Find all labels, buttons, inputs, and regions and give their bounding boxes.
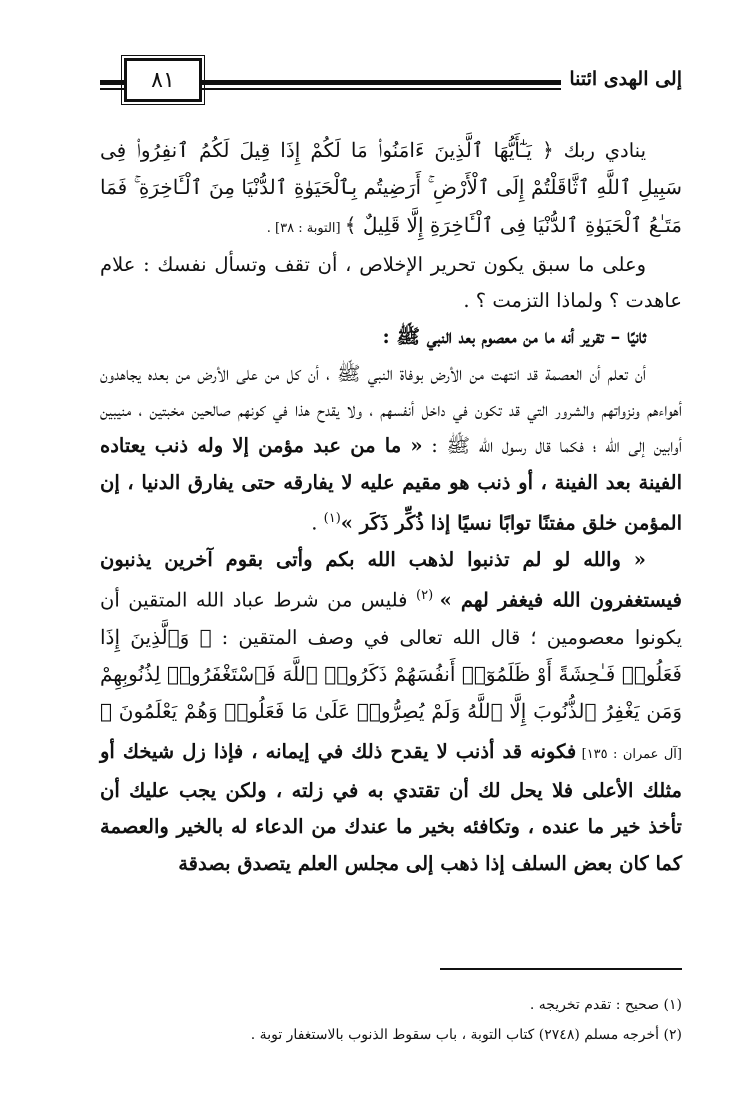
p4-text: فليس من شرط عباد الله المتقين أن يكونوا معصومين ؛ قال الله تعالى في وصف المتقين : <box>100 588 683 649</box>
p4-bold-text: فكونه قد أذنب لا يقدح ذلك في إيمانه ، فإذا زل شيخك أو مثلك الأعلى فلا يحل لك أن تقتدي به في زلته ، ولكن يجب عليك أن تأخذ خير ما عنده ، وتكافئه بخير ما عندك من الدعاء له بالخير والعصمة كما كان بعض السلف إذا ذهب إلى مجلس العلم يتصدق بصدقة <box>100 739 682 875</box>
hadith-1: « ما من عبد مؤمن إلا وله ذنب يعتاده الفينة بعد الفينة ، أو ذنب هو مقيم عليه لا يفارقه حتى يفارق الدنيا ، إن المؤمن خلق مفتنًا توابًا نسيًا إذا ذُكِّر ذَكَر » <box>100 434 682 535</box>
footnote-separator <box>440 968 682 970</box>
paragraph-3 <box>100 356 682 542</box>
section-heading: ثانيًا – تقرير أنه ما من معصوم بعد النبي ﷺ : <box>382 325 646 349</box>
footnotes <box>100 990 682 1050</box>
paragraph-1 <box>100 132 682 247</box>
page-number: ٨١ <box>124 58 202 102</box>
verse-reference-2: [آل عمران : ١٣٥] <box>576 746 682 762</box>
p3-text: أن تعلم أن العصمة قد انتهت من الأرض بوفاة النبي ﷺ ، أن كل من على الأرض من بعده يجاهدون أهواءهم ونزواتهم والشرور التي قد تكون في داخل أنفسهم ، ولا يقدح هذا في كونهم صالحين مخبتين ، منيبين أوابين إلى الله ؛ فكما قال رسول الله ﷺ : <box>100 361 682 458</box>
body-text <box>100 132 682 882</box>
running-title: إلى الهدى ائتنا <box>561 68 682 90</box>
footnote-2: (٢) أخرجه مسلم (٢٧٤٨) كتاب التوبة ، باب سقوط الذنوب بالاستغفار توبة . <box>250 1027 682 1043</box>
quran-verse-2: ﴿ وَٱلَّذِينَ إِذَا فَعَلُوا۟ فَـٰحِشَةً أَوْ ظَلَمُوٓا۟ أَنفُسَهُمْ ذَكَرُوا۟ ٱللَّهَ فَٱسْتَغْفَرُوا۟ لِذُنُوبِهِمْ وَمَن يَغْفِرُ ٱلذُّنُوبَ إِلَّا ٱللَّهُ وَلَمْ يُصِرُّوا۟ عَلَىٰ مَا فَعَلُوا۟ وَهُمْ يَعْلَمُونَ ﴾ <box>100 624 682 724</box>
footnote-marker-1: (١) <box>323 510 341 526</box>
footnote-1: (١) صحيح : تقدم تخريجه . <box>529 997 682 1013</box>
quran-verse-1: ﴿ يَـٰٓأَيُّهَا ٱلَّذِينَ ءَامَنُوا۟ مَا لَكُمْ إِذَا قِيلَ لَكُمُ ٱنفِرُوا۟ فِى سَبِيلِ ٱللَّهِ ٱثَّاقَلْتُمْ إِلَى ٱلْأَرْضِ ۚ أَرَضِيتُم بِٱلْحَيَوٰةِ ٱلدُّنْيَا مِنَ ٱلْـَٔاخِرَةِ ۚ فَمَا مَتَـٰعُ ٱلْحَيَوٰةِ ٱلدُّنْيَا فِى ٱلْـَٔاخِرَةِ إِلَّا قَلِيلٌ ﴾ <box>100 138 682 237</box>
footnote-marker-2: (٢) <box>416 588 440 604</box>
paragraph-2: وعلى ما سبق يكون تحرير الإخلاص ، أن تقف وتسأل نفسك : علام عاهدت ؟ ولماذا التزمت ؟ . <box>100 252 682 313</box>
p1-intro: ينادي ربك <box>553 139 646 162</box>
page-header <box>100 58 682 100</box>
paragraph-4 <box>100 542 682 882</box>
hadith-2: « والله لو لم تذنبوا لذهب الله بكم وأتى بقوم آخرين يذنبون فيستغفرون الله فيغفر لهم » <box>100 547 682 612</box>
p3-end: . <box>311 511 324 535</box>
verse-reference-1: [التوبة : ٣٨] . <box>266 220 345 236</box>
